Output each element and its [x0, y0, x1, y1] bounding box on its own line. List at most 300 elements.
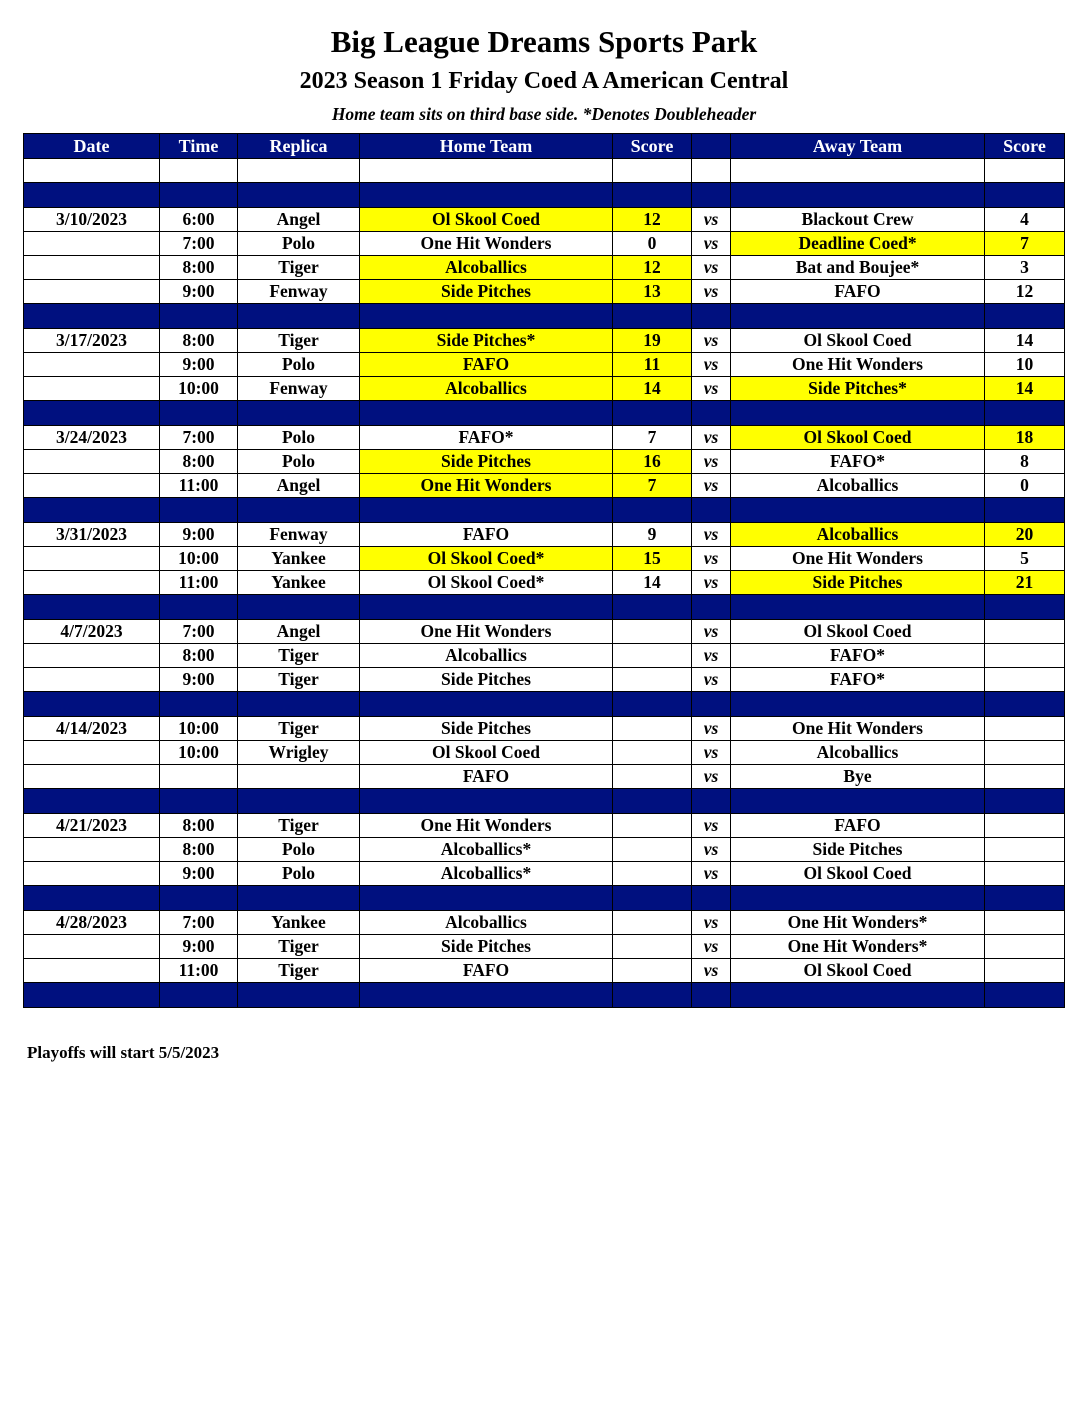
schedule-note: Home team sits on third base side. *Denotes Doubleheader [331, 104, 757, 124]
game-date [24, 547, 160, 571]
separator-cell [360, 886, 613, 911]
game-replica: Tiger [238, 814, 360, 838]
separator-cell [985, 789, 1065, 814]
table-row [24, 862, 1065, 886]
game-date [24, 474, 160, 498]
away-team: One Hit Wonders [731, 717, 985, 741]
separator-cell [731, 304, 985, 329]
game-replica: Tiger [238, 668, 360, 692]
game-time: 8:00 [160, 450, 238, 474]
separator-cell [238, 886, 360, 911]
table-row [24, 717, 1065, 741]
vs-label: vs [692, 862, 731, 886]
game-replica: Polo [238, 450, 360, 474]
away-team: One Hit Wonders [731, 547, 985, 571]
home-score: 14 [613, 377, 692, 401]
away-team: Blackout Crew [731, 208, 985, 232]
separator-cell [613, 304, 692, 329]
away-score: 20 [985, 523, 1065, 547]
table-row [24, 256, 1065, 280]
vs-label: vs [692, 353, 731, 377]
separator-cell [692, 183, 731, 208]
game-date [24, 450, 160, 474]
table-row [24, 353, 1065, 377]
separator-cell [24, 304, 160, 329]
home-score: 13 [613, 280, 692, 304]
away-team: Side Pitches [731, 838, 985, 862]
away-team: One Hit Wonders [731, 353, 985, 377]
week-separator [24, 692, 1065, 717]
away-score [985, 644, 1065, 668]
away-score [985, 911, 1065, 935]
table-row [24, 377, 1065, 401]
game-date: 4/21/2023 [24, 814, 160, 838]
home-score [613, 765, 692, 789]
table-row [24, 765, 1065, 789]
separator-cell [238, 498, 360, 523]
separator-cell [360, 789, 613, 814]
separator-cell [24, 498, 160, 523]
week-separator [24, 498, 1065, 523]
away-team: Side Pitches [731, 571, 985, 595]
separator-cell [160, 886, 238, 911]
away-score [985, 862, 1065, 886]
separator-cell [692, 886, 731, 911]
separator-cell [613, 886, 692, 911]
separator-cell [160, 401, 238, 426]
home-team: FAFO [360, 959, 613, 983]
away-score [985, 959, 1065, 983]
home-team: Alcoballics [360, 644, 613, 668]
col-header-home-score: Score [613, 134, 692, 159]
separator-cell [360, 401, 613, 426]
separator-cell [360, 692, 613, 717]
blank-row [24, 159, 1065, 183]
away-team: Alcoballics [731, 523, 985, 547]
schedule-body [24, 159, 1065, 1008]
away-score: 12 [985, 280, 1065, 304]
empty-cell [360, 159, 613, 183]
separator-cell [160, 789, 238, 814]
separator-cell [160, 692, 238, 717]
table-row [24, 523, 1065, 547]
game-time: 10:00 [160, 377, 238, 401]
home-team: FAFO [360, 765, 613, 789]
away-team: Side Pitches* [731, 377, 985, 401]
separator-cell [160, 183, 238, 208]
game-time: 10:00 [160, 717, 238, 741]
away-team: Bye [731, 765, 985, 789]
separator-cell [692, 304, 731, 329]
separator-cell [360, 595, 613, 620]
game-time: 7:00 [160, 911, 238, 935]
game-time: 11:00 [160, 571, 238, 595]
table-row [24, 450, 1065, 474]
separator-cell [692, 498, 731, 523]
vs-label: vs [692, 838, 731, 862]
home-team: Alcoballics* [360, 862, 613, 886]
table-row [24, 935, 1065, 959]
separator-cell [985, 401, 1065, 426]
separator-cell [731, 183, 985, 208]
separator-cell [238, 595, 360, 620]
game-time: 8:00 [160, 644, 238, 668]
col-header-date: Date [24, 134, 160, 159]
away-team: FAFO* [731, 644, 985, 668]
separator-cell [613, 692, 692, 717]
home-team: Side Pitches [360, 935, 613, 959]
game-replica [238, 765, 360, 789]
vs-label: vs [692, 232, 731, 256]
home-score: 12 [613, 208, 692, 232]
game-date [24, 353, 160, 377]
separator-cell [613, 789, 692, 814]
home-score: 7 [613, 474, 692, 498]
vs-label: vs [692, 717, 731, 741]
game-date [24, 644, 160, 668]
game-date [24, 280, 160, 304]
away-score: 3 [985, 256, 1065, 280]
home-score: 15 [613, 547, 692, 571]
week-separator [24, 789, 1065, 814]
vs-label: vs [692, 547, 731, 571]
separator-cell [24, 183, 160, 208]
empty-cell [613, 159, 692, 183]
week-separator [24, 886, 1065, 911]
game-time: 9:00 [160, 523, 238, 547]
separator-cell [692, 789, 731, 814]
game-date [24, 741, 160, 765]
table-row [24, 911, 1065, 935]
game-date [24, 377, 160, 401]
away-team: Ol Skool Coed [731, 959, 985, 983]
empty-cell [985, 159, 1065, 183]
game-date [24, 935, 160, 959]
separator-cell [692, 595, 731, 620]
separator-cell [160, 304, 238, 329]
separator-cell [24, 401, 160, 426]
away-score [985, 668, 1065, 692]
home-score: 14 [613, 571, 692, 595]
separator-cell [613, 498, 692, 523]
week-separator [24, 401, 1065, 426]
game-time: 9:00 [160, 280, 238, 304]
game-time: 11:00 [160, 959, 238, 983]
separator-cell [985, 304, 1065, 329]
home-team: Alcoballics [360, 911, 613, 935]
game-time: 8:00 [160, 256, 238, 280]
home-team: Ol Skool Coed* [360, 571, 613, 595]
home-team: FAFO [360, 353, 613, 377]
game-time [160, 765, 238, 789]
game-time: 11:00 [160, 474, 238, 498]
game-time: 8:00 [160, 814, 238, 838]
game-date [24, 232, 160, 256]
away-score [985, 838, 1065, 862]
home-team: Ol Skool Coed [360, 208, 613, 232]
away-team: Ol Skool Coed [731, 620, 985, 644]
game-replica: Polo [238, 232, 360, 256]
separator-cell [360, 498, 613, 523]
game-replica: Tiger [238, 256, 360, 280]
separator-cell [360, 304, 613, 329]
game-date: 4/14/2023 [24, 717, 160, 741]
col-header-time: Time [160, 134, 238, 159]
page-subtitle: 2023 Season 1 Friday Coed A American Central [299, 68, 789, 94]
home-score [613, 644, 692, 668]
separator-cell [731, 498, 985, 523]
separator-cell [731, 789, 985, 814]
vs-label: vs [692, 571, 731, 595]
vs-label: vs [692, 377, 731, 401]
home-score: 19 [613, 329, 692, 353]
away-score [985, 717, 1065, 741]
separator-cell [613, 983, 692, 1008]
game-replica: Angel [238, 620, 360, 644]
game-time: 10:00 [160, 547, 238, 571]
home-team: Ol Skool Coed* [360, 547, 613, 571]
away-score [985, 620, 1065, 644]
table-row [24, 838, 1065, 862]
home-score [613, 935, 692, 959]
game-time: 9:00 [160, 935, 238, 959]
separator-cell [24, 983, 160, 1008]
home-team: Side Pitches [360, 668, 613, 692]
table-row [24, 474, 1065, 498]
game-time: 9:00 [160, 862, 238, 886]
game-replica: Yankee [238, 911, 360, 935]
week-separator [24, 304, 1065, 329]
game-replica: Yankee [238, 571, 360, 595]
empty-cell [238, 159, 360, 183]
separator-cell [985, 498, 1065, 523]
game-replica: Polo [238, 426, 360, 450]
separator-cell [24, 789, 160, 814]
home-score [613, 741, 692, 765]
home-score: 7 [613, 426, 692, 450]
table-row [24, 547, 1065, 571]
table-row [24, 329, 1065, 353]
separator-cell [360, 183, 613, 208]
week-separator [24, 595, 1065, 620]
separator-cell [692, 692, 731, 717]
game-date: 3/31/2023 [24, 523, 160, 547]
empty-cell [692, 159, 731, 183]
week-separator [24, 983, 1065, 1008]
home-team: Alcoballics* [360, 838, 613, 862]
vs-label: vs [692, 523, 731, 547]
game-time: 10:00 [160, 741, 238, 765]
separator-cell [692, 983, 731, 1008]
vs-label: vs [692, 959, 731, 983]
game-time: 8:00 [160, 838, 238, 862]
game-time: 7:00 [160, 620, 238, 644]
away-score: 10 [985, 353, 1065, 377]
vs-label: vs [692, 911, 731, 935]
game-date: 3/10/2023 [24, 208, 160, 232]
home-score [613, 717, 692, 741]
home-score [613, 959, 692, 983]
home-score: 0 [613, 232, 692, 256]
home-team: Side Pitches [360, 450, 613, 474]
separator-cell [731, 401, 985, 426]
separator-cell [238, 983, 360, 1008]
game-time: 6:00 [160, 208, 238, 232]
game-replica: Wrigley [238, 741, 360, 765]
table-row [24, 571, 1065, 595]
separator-cell [731, 886, 985, 911]
game-replica: Polo [238, 353, 360, 377]
home-team: One Hit Wonders [360, 474, 613, 498]
away-team: Alcoballics [731, 741, 985, 765]
away-team: Ol Skool Coed [731, 329, 985, 353]
vs-label: vs [692, 935, 731, 959]
table-header-row [24, 134, 1065, 159]
home-team: FAFO [360, 523, 613, 547]
game-date: 4/28/2023 [24, 911, 160, 935]
table-row [24, 668, 1065, 692]
separator-cell [238, 789, 360, 814]
table-row [24, 644, 1065, 668]
empty-cell [160, 159, 238, 183]
separator-cell [613, 595, 692, 620]
away-team: Alcoballics [731, 474, 985, 498]
table-row [24, 741, 1065, 765]
away-score: 4 [985, 208, 1065, 232]
away-team: Ol Skool Coed [731, 862, 985, 886]
game-time: 9:00 [160, 668, 238, 692]
table-row [24, 232, 1065, 256]
vs-label: vs [692, 426, 731, 450]
separator-cell [24, 595, 160, 620]
game-replica: Tiger [238, 717, 360, 741]
game-time: 7:00 [160, 426, 238, 450]
game-date: 3/17/2023 [24, 329, 160, 353]
separator-cell [613, 183, 692, 208]
vs-label: vs [692, 814, 731, 838]
empty-cell [24, 159, 160, 183]
away-score [985, 814, 1065, 838]
home-team: One Hit Wonders [360, 814, 613, 838]
separator-cell [360, 983, 613, 1008]
separator-cell [985, 183, 1065, 208]
game-replica: Fenway [238, 523, 360, 547]
separator-cell [24, 886, 160, 911]
separator-cell [731, 692, 985, 717]
away-score: 8 [985, 450, 1065, 474]
away-team: FAFO* [731, 450, 985, 474]
vs-label: vs [692, 450, 731, 474]
home-score [613, 911, 692, 935]
table-row [24, 620, 1065, 644]
week-separator [24, 183, 1065, 208]
home-team: Side Pitches [360, 280, 613, 304]
vs-label: vs [692, 644, 731, 668]
home-score [613, 668, 692, 692]
away-team: Bat and Boujee* [731, 256, 985, 280]
away-team: Deadline Coed* [731, 232, 985, 256]
away-score: 14 [985, 329, 1065, 353]
separator-cell [238, 183, 360, 208]
away-score: 5 [985, 547, 1065, 571]
home-team: Ol Skool Coed [360, 741, 613, 765]
separator-cell [238, 304, 360, 329]
separator-cell [985, 692, 1065, 717]
away-score [985, 765, 1065, 789]
vs-label: vs [692, 256, 731, 280]
game-replica: Yankee [238, 547, 360, 571]
col-header-home-team: Home Team [360, 134, 613, 159]
separator-cell [238, 401, 360, 426]
game-time: 8:00 [160, 329, 238, 353]
home-team: FAFO* [360, 426, 613, 450]
game-replica: Angel [238, 208, 360, 232]
table-row [24, 426, 1065, 450]
away-score: 0 [985, 474, 1065, 498]
home-team: Alcoballics [360, 377, 613, 401]
game-date [24, 571, 160, 595]
game-replica: Fenway [238, 280, 360, 304]
vs-label: vs [692, 668, 731, 692]
separator-cell [160, 983, 238, 1008]
home-team: Side Pitches [360, 717, 613, 741]
separator-cell [613, 401, 692, 426]
away-team: One Hit Wonders* [731, 911, 985, 935]
away-team: FAFO [731, 280, 985, 304]
game-replica: Polo [238, 862, 360, 886]
home-score: 12 [613, 256, 692, 280]
away-team: FAFO [731, 814, 985, 838]
vs-label: vs [692, 741, 731, 765]
vs-label: vs [692, 474, 731, 498]
home-team: Alcoballics [360, 256, 613, 280]
away-score [985, 935, 1065, 959]
separator-cell [731, 983, 985, 1008]
home-team: One Hit Wonders [360, 620, 613, 644]
col-header-away-score: Score [985, 134, 1065, 159]
game-replica: Angel [238, 474, 360, 498]
separator-cell [731, 595, 985, 620]
home-team: One Hit Wonders [360, 232, 613, 256]
game-time: 7:00 [160, 232, 238, 256]
game-date [24, 668, 160, 692]
separator-cell [160, 595, 238, 620]
game-replica: Tiger [238, 959, 360, 983]
home-team: Side Pitches* [360, 329, 613, 353]
away-score: 21 [985, 571, 1065, 595]
col-header-away-team: Away Team [731, 134, 985, 159]
home-score [613, 838, 692, 862]
vs-label: vs [692, 620, 731, 644]
page-title: Big League Dreams Sports Park [330, 24, 758, 59]
game-date [24, 959, 160, 983]
game-date: 4/7/2023 [24, 620, 160, 644]
home-score [613, 862, 692, 886]
game-replica: Tiger [238, 329, 360, 353]
away-team: FAFO* [731, 668, 985, 692]
separator-cell [24, 692, 160, 717]
game-replica: Tiger [238, 644, 360, 668]
schedule-table [23, 133, 1065, 1008]
separator-cell [985, 983, 1065, 1008]
vs-label: vs [692, 765, 731, 789]
table-row [24, 280, 1065, 304]
game-date [24, 256, 160, 280]
empty-cell [731, 159, 985, 183]
separator-cell [692, 401, 731, 426]
game-time: 9:00 [160, 353, 238, 377]
table-row [24, 814, 1065, 838]
